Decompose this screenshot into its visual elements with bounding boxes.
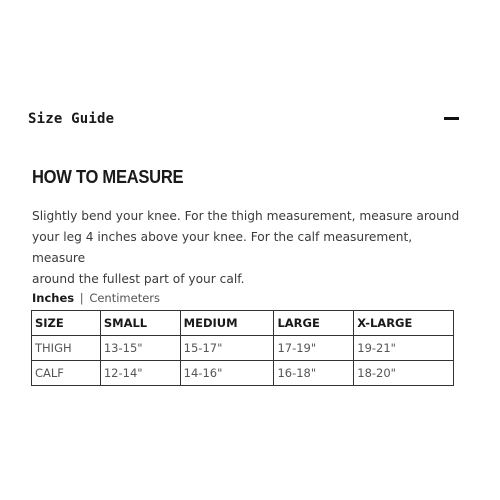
table-cell: 19-21" [354, 336, 454, 361]
table-cell: 15-17" [180, 336, 274, 361]
table-cell: 12-14" [100, 361, 180, 386]
size-chart-table [31, 310, 454, 386]
instructions-line-2: your leg 4 inches above your knee. For the calf measurement, measure [32, 230, 413, 265]
minus-icon[interactable] [444, 111, 460, 127]
table-cell: 16-18" [274, 361, 354, 386]
table-cell: 14-16" [180, 361, 274, 386]
instructions-line-3: around the fullest part of your calf. [32, 272, 245, 286]
row-label-calf: CALF [32, 361, 101, 386]
size-guide-title: Size Guide [28, 111, 115, 127]
unit-centimeters-option[interactable]: Centimeters [89, 291, 160, 305]
header-large: LARGE [274, 311, 354, 336]
size-guide-accordion-header[interactable] [28, 108, 462, 130]
table-header-row [32, 311, 454, 336]
header-medium: MEDIUM [180, 311, 274, 336]
table-cell: 13-15" [100, 336, 180, 361]
instructions-line-1: Slightly bend your knee. For the thigh measurement, measure around [32, 209, 460, 223]
header-size: SIZE [32, 311, 101, 336]
header-small: SMALL [100, 311, 180, 336]
table-row [32, 361, 454, 386]
unit-separator: | [79, 291, 84, 305]
table-cell: 17-19" [274, 336, 354, 361]
table-cell: 18-20" [354, 361, 454, 386]
measure-instructions [32, 206, 462, 290]
unit-inches-option[interactable]: Inches [32, 291, 75, 305]
row-label-thigh: THIGH [32, 336, 101, 361]
unit-toggle [32, 291, 160, 305]
how-to-measure-heading: HOW TO MEASURE [32, 167, 184, 187]
header-x-large: X-LARGE [354, 311, 454, 336]
table-row [32, 336, 454, 361]
